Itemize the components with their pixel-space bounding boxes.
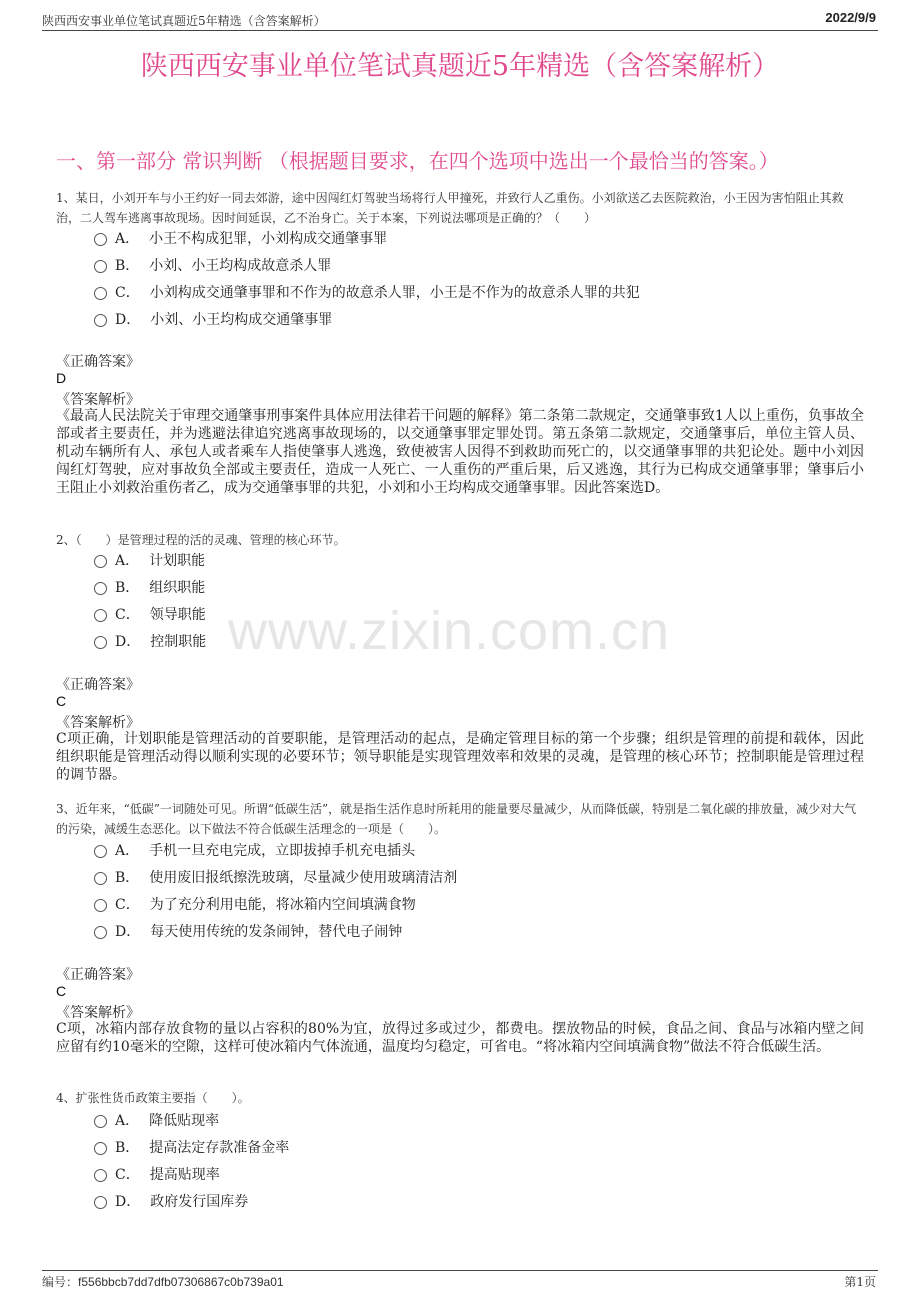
question-2-option-a[interactable] bbox=[94, 552, 205, 570]
question-3-option-d[interactable] bbox=[94, 923, 402, 941]
footer-code bbox=[42, 1273, 284, 1290]
radio-icon[interactable] bbox=[94, 926, 107, 939]
question-1-answer: D bbox=[56, 370, 67, 386]
option-text: 小王不构成犯罪，小刘构成交通肇事罪 bbox=[149, 231, 388, 247]
question-3-text: 3、近年来，“低碳”一词随处可见。所谓“低碳生活”，就是指生活作息时所耗用的能量要尽量减少，从而降低碳，特别是二氧化碳的排放量，减少对大气的污染，减缓生态恶化。以下做法不符合低碳生活理念的一项是（ ）。 bbox=[56, 802, 857, 836]
section-title: 一、第一部分 常识判断 （根据题目要求，在四个选项中选出一个最恰当的答案。） bbox=[56, 149, 779, 173]
option-text: 小刘构成交通肇事罪和不作为的故意杀人罪，小王是不作为的故意杀人罪的共犯 bbox=[149, 285, 640, 301]
option-letter: B． bbox=[115, 580, 140, 596]
radio-icon[interactable] bbox=[94, 1196, 107, 1209]
question-2-answer: C bbox=[56, 693, 67, 709]
question-1-text: 1、某日，小刘开车与小王约好一同去郊游，途中因闯红灯驾驶当场将行人甲撞死，并致行人乙重伤。小刘欲送乙去医院救治，小王因为害怕阻止其救治，二人驾车逃离事故现场。因时间延误，乙不治身亡。关于本案，下列说法哪项是正确的？（ ） bbox=[56, 191, 844, 225]
option-letter: C． bbox=[115, 285, 140, 301]
question-3-explanation: C项，冰箱内部存放食物的量以占容积的80%为宜，放得过多或过少，都费电。摆放物品的时候，食品之间、食品与冰箱内壁之间应留有约10毫米的空隙，这样可使冰箱内气体流通，温度均匀稳定，可省电。“将冰箱内空间填满食物”做法不符合低碳生活。 bbox=[56, 1021, 864, 1055]
option-text: 政府发行国库券 bbox=[150, 1194, 249, 1210]
option-letter: C． bbox=[115, 607, 140, 623]
option-letter: B． bbox=[115, 258, 140, 274]
watermark-text: www.zixin.com.cn bbox=[228, 601, 671, 661]
option-letter: A． bbox=[115, 843, 140, 859]
question-1-option-b[interactable] bbox=[94, 257, 331, 275]
header-date: 2022/9/9 bbox=[825, 10, 876, 25]
explanation-label: 《答案解析》 bbox=[56, 392, 140, 408]
option-text: 为了充分利用电能，将冰箱内空间填满食物 bbox=[149, 897, 416, 913]
option-letter: C． bbox=[115, 897, 140, 913]
radio-icon[interactable] bbox=[94, 609, 107, 622]
radio-icon[interactable] bbox=[94, 1169, 107, 1182]
question-2-explanation: C项正确，计划职能是管理活动的首要职能，是管理活动的起点，是确定管理目标的第一个步骤；组织是管理的前提和载体，因此组织职能是管理活动得以顺利实现的必要环节；领导职能是实现管理效率和效果的灵魂，是管理的核心环节；控制职能是管理过程的调节器。 bbox=[56, 731, 864, 783]
question-2-option-b[interactable] bbox=[94, 579, 205, 597]
question-3-option-a[interactable] bbox=[94, 842, 415, 860]
option-text: 提高贴现率 bbox=[149, 1167, 220, 1183]
question-3-answer: C bbox=[56, 983, 67, 999]
question-1-explanation: 《最高人民法院关于审理交通肇事刑事案件具体应用法律若干问题的解释》第二条第二款规定，交通肇事致1人以上重伤，负事故全部或者主要责任，并为逃避法律追究逃离事故现场的，以交通肇事罪定罪处罚。第五条第二款规定，交通肇事后，单位主管人员、机动车辆所有人、承包人或者乘车人指使肇事人逃逸，致使被害人因得不到救助而死亡的，以交通肇事罪的共犯论处。题中小刘因闯红灯驾驶，应对事故负全部或主要责任，造成一人死亡、一人重伤的严重后果，后又逃逸，其行为已构成交通肇事罪；肇事后小王阻止小刘救治重伤者乙，成为交通肇事罪的共犯，小刘和小王均构成交通肇事罪。因此答案选D。 bbox=[56, 408, 864, 496]
radio-icon[interactable] bbox=[94, 636, 107, 649]
option-letter: B． bbox=[115, 1140, 140, 1156]
option-text: 每天使用传统的发条闹钟，替代电子闹钟 bbox=[150, 924, 403, 940]
footer-rule bbox=[42, 1270, 878, 1271]
radio-icon[interactable] bbox=[94, 555, 107, 568]
option-letter: D． bbox=[115, 634, 141, 650]
option-text: 手机一旦充电完成，立即拔掉手机充电插头 bbox=[149, 843, 416, 859]
header-title: 陕西西安事业单位笔试真题近5年精选（含答案解析） bbox=[42, 14, 326, 28]
radio-icon[interactable] bbox=[94, 1115, 107, 1128]
question-1-option-a[interactable] bbox=[94, 230, 387, 248]
header-rule bbox=[42, 30, 878, 31]
option-text: 降低贴现率 bbox=[149, 1113, 220, 1129]
option-letter: C． bbox=[115, 1167, 140, 1183]
footer-page-number: 第1页 bbox=[844, 1275, 876, 1289]
option-letter: D． bbox=[115, 312, 141, 328]
radio-icon[interactable] bbox=[94, 233, 107, 246]
radio-icon[interactable] bbox=[94, 872, 107, 885]
correct-answer-label: 《正确答案》 bbox=[56, 354, 140, 370]
option-letter: A． bbox=[115, 1113, 140, 1129]
question-4-text: 4、扩张性货币政策主要指（ ）。 bbox=[56, 1091, 250, 1105]
footer-code-value: f556bbcb7dd7dfb07306867c0b739a01 bbox=[78, 1275, 284, 1289]
radio-icon[interactable] bbox=[94, 1142, 107, 1155]
correct-answer-label: 《正确答案》 bbox=[56, 967, 140, 983]
radio-icon[interactable] bbox=[94, 582, 107, 595]
option-text: 提高法定存款准备金率 bbox=[149, 1140, 290, 1156]
question-4-option-c[interactable] bbox=[94, 1166, 220, 1184]
option-text: 计划职能 bbox=[149, 553, 206, 569]
radio-icon[interactable] bbox=[94, 314, 107, 327]
question-2-option-c[interactable] bbox=[94, 606, 206, 624]
radio-icon[interactable] bbox=[94, 260, 107, 273]
option-text: 控制职能 bbox=[150, 634, 207, 650]
option-text: 组织职能 bbox=[149, 580, 206, 596]
explanation-label: 《答案解析》 bbox=[56, 1005, 140, 1021]
option-letter: A． bbox=[115, 553, 140, 569]
question-1-option-d[interactable] bbox=[94, 311, 332, 329]
footer-code-label: 编号： bbox=[42, 1275, 79, 1289]
question-2-option-d[interactable] bbox=[94, 633, 206, 651]
question-4-option-b[interactable] bbox=[94, 1139, 289, 1157]
question-4-option-d[interactable] bbox=[94, 1193, 248, 1211]
radio-icon[interactable] bbox=[94, 845, 107, 858]
option-text: 使用废旧报纸擦洗玻璃，尽量减少使用玻璃清洁剂 bbox=[149, 870, 458, 886]
option-text: 小刘、小王均构成交通肇事罪 bbox=[150, 312, 333, 328]
correct-answer-label: 《正确答案》 bbox=[56, 677, 140, 693]
option-letter: D． bbox=[115, 924, 141, 940]
option-letter: D． bbox=[115, 1194, 141, 1210]
option-letter: A． bbox=[115, 231, 140, 247]
question-4-option-a[interactable] bbox=[94, 1112, 219, 1130]
question-3-option-b[interactable] bbox=[94, 869, 457, 887]
question-3-option-c[interactable] bbox=[94, 896, 416, 914]
option-text: 领导职能 bbox=[149, 607, 206, 623]
option-text: 小刘、小王均构成故意杀人罪 bbox=[149, 258, 332, 274]
question-2-text: 2、（ ）是管理过程的活的灵魂、管理的核心环节。 bbox=[56, 533, 346, 547]
option-letter: B． bbox=[115, 870, 140, 886]
explanation-label: 《答案解析》 bbox=[56, 715, 140, 731]
radio-icon[interactable] bbox=[94, 287, 107, 300]
radio-icon[interactable] bbox=[94, 899, 107, 912]
question-1-option-c[interactable] bbox=[94, 284, 640, 302]
page-title: 陕西西安事业单位笔试真题近5年精选（含答案解析） bbox=[140, 51, 780, 82]
